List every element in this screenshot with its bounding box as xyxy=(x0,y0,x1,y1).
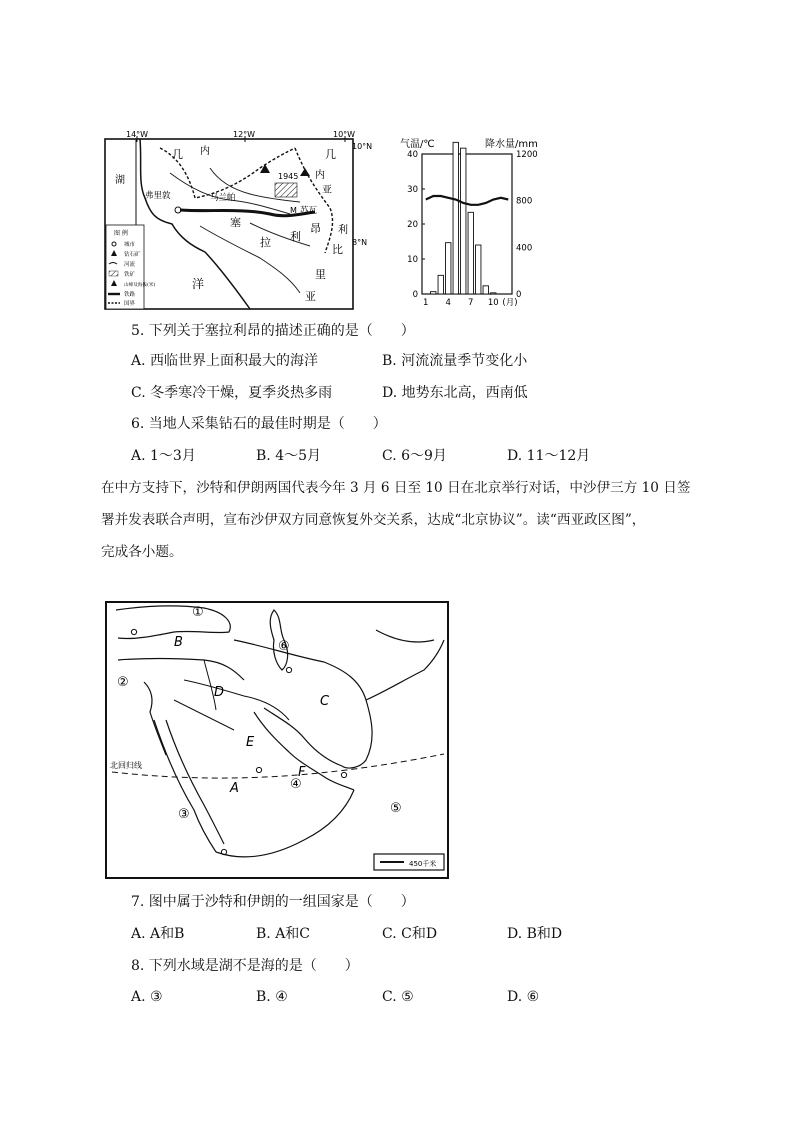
legend-title: 图 例 xyxy=(114,230,128,237)
y-right-tick-800: 800 xyxy=(516,196,533,207)
q7-option-d[interactable]: D. B和D xyxy=(507,926,563,942)
precip-bar-2 xyxy=(431,292,436,294)
q5-option-d[interactable]: D. 地势东北高，西南低 xyxy=(382,385,528,401)
y-left-tick-0: 0 xyxy=(412,290,418,300)
map1-label-suwa: 苏瓦 xyxy=(300,206,318,216)
q6-option-a[interactable]: A. 1～3月 xyxy=(131,448,196,464)
passage xyxy=(101,472,705,568)
lon-label-12w: 12°W xyxy=(233,130,256,139)
y-right-tick-0: 0 xyxy=(516,290,522,300)
q8-stem: 8. 下列水域是湖不是海的是（ ） xyxy=(131,958,359,974)
legend-item-border: 国界 xyxy=(124,301,136,307)
precip-bar-9 xyxy=(483,286,488,294)
map1-label-li: 利 xyxy=(290,230,301,243)
map1-label-nei1: 内 xyxy=(200,146,210,157)
map1-label-malanpa: 马兰帕 xyxy=(210,193,236,203)
q7-option-a[interactable]: A. A和B xyxy=(131,926,185,942)
lat-label-8n: 8°N xyxy=(352,238,368,247)
passage-line-1: 在中方支持下，沙特和伊朗两国代表今年 3 月 6 日至 10 日在北京举行对话，中沙伊三方 10 日签 xyxy=(101,480,691,496)
y-right-tick-1200: 1200 xyxy=(516,150,538,160)
scale-label: 450千米 xyxy=(409,860,437,868)
legend-item-diamond: 钻石矿 xyxy=(124,252,141,258)
q7-option-b[interactable]: B. A和C xyxy=(256,926,311,942)
y-right-tick-400: 400 xyxy=(516,243,533,254)
map1-label-bi: 比 xyxy=(332,243,343,256)
temperature-line xyxy=(426,196,509,205)
precip-bar-10 xyxy=(491,293,496,294)
map1-label-sai: 塞 xyxy=(230,216,241,229)
y-left-tick-40: 40 xyxy=(407,150,418,160)
map1-label-li3: 里 xyxy=(315,268,326,281)
map1-label-nei2: 内 xyxy=(315,170,325,181)
climate-chart xyxy=(390,134,555,314)
west-asia-map xyxy=(104,600,450,880)
x-tick-3: 10 xyxy=(487,298,499,308)
x-tick-1: 4 xyxy=(445,298,451,308)
iron-ore-area xyxy=(275,183,297,197)
q6-option-c[interactable]: C. 6～9月 xyxy=(382,448,447,464)
map1-label-li2: 利 xyxy=(338,225,348,236)
precip-bar-3 xyxy=(438,275,443,294)
q5-option-a[interactable]: A. 西临世界上面积最大的海洋 xyxy=(131,353,319,369)
q6-option-b[interactable]: B. 4～5月 xyxy=(256,448,322,464)
x-tick-2: 7 xyxy=(468,298,474,308)
q7-stem: 7. 图中属于沙特和伊朗的一组国家是（ ） xyxy=(131,894,415,910)
map2-label-1: ① xyxy=(192,605,204,620)
map1-label-freetown: 弗里敦 xyxy=(145,191,171,201)
passage-line-2: 署并发表联合声明，宣布沙伊双方同意恢复外交关系，达成“北京协议”。读“西亚政区图”， xyxy=(101,512,646,528)
lon-label-10w: 10°W xyxy=(333,130,356,139)
right-axis-title: 降水量/mm xyxy=(485,139,538,150)
q8-option-b[interactable]: B. ④ xyxy=(256,989,288,1005)
y-left-tick-30: 30 xyxy=(407,185,418,195)
map1-label-ji2: 几 xyxy=(325,148,336,161)
map2-label-e: E xyxy=(246,735,255,750)
precip-bar-7 xyxy=(468,212,473,294)
passage-line-3: 完成各小题。 xyxy=(101,544,183,560)
q8-option-a[interactable]: A. ③ xyxy=(131,989,163,1005)
map1-label-hu: 湖 xyxy=(115,175,125,186)
legend-item-railway: 铁路 xyxy=(124,292,136,298)
map1-label-peak: 1945 xyxy=(278,172,299,181)
map2-label-c: C xyxy=(320,694,330,709)
q5-option-b[interactable]: B. 河流流量季节变化小 xyxy=(382,353,528,369)
q8-option-d[interactable]: D. ⑥ xyxy=(507,989,540,1005)
map2-label-6: ⑥ xyxy=(278,639,290,654)
map1-label-ji1: 几 xyxy=(172,148,183,161)
map2-label-f: F xyxy=(298,765,306,780)
map2-label-b: B xyxy=(174,635,183,650)
precip-bar-6 xyxy=(461,148,466,294)
legend-item-city: 城市 xyxy=(124,242,136,248)
lat-label-10n: 10°N xyxy=(352,142,373,151)
legend-item-river: 河流 xyxy=(124,262,136,268)
y-left-tick-10: 10 xyxy=(407,255,418,265)
legend-item-iron: 铁矿 xyxy=(124,272,136,278)
map1-label-ya2: 亚 xyxy=(305,290,316,303)
map1-label-ang: 昂 xyxy=(310,222,321,235)
map1-label-yang: 洋 xyxy=(192,277,205,291)
precip-bar-5 xyxy=(453,142,458,294)
precip-bar-8 xyxy=(476,245,481,294)
x-tick-0: 1 xyxy=(423,298,429,308)
map2-label-3: ③ xyxy=(178,807,190,822)
map2-label-a: A xyxy=(230,781,239,796)
q6-stem: 6. 当地人采集钻石的最佳时期是（ ） xyxy=(131,416,387,432)
plot-frame xyxy=(422,154,512,294)
map2-label-5: ⑤ xyxy=(390,801,402,816)
x-tick-4: (月) xyxy=(502,298,518,308)
sierra-leone-map xyxy=(100,128,373,313)
tropic-label: 北回归线 xyxy=(110,761,142,770)
y-left-tick-20: 20 xyxy=(407,220,418,230)
left-axis-title: 气温/℃ xyxy=(400,139,435,150)
q6-option-d[interactable]: D. 11～12月 xyxy=(507,448,591,464)
legend-item-peak: 山峰及海拔(米) xyxy=(124,283,156,288)
precip-bar-4 xyxy=(446,243,451,294)
map2-label-d: D xyxy=(214,685,225,700)
map1-label-m: M xyxy=(290,206,297,215)
map2-label-2: ② xyxy=(117,675,129,690)
map1-label-la: 拉 xyxy=(260,236,271,249)
lon-label-14w: 14°W xyxy=(126,130,149,139)
map2-label-4: ④ xyxy=(290,777,302,792)
q5-option-c[interactable]: C. 冬季寒冷干燥，夏季炎热多雨 xyxy=(131,385,333,401)
map1-label-ya: 亚 xyxy=(322,185,332,196)
q7-option-c[interactable]: C. C和D xyxy=(382,926,438,942)
q5-stem: 5. 下列关于塞拉利昂的描述正确的是（ ） xyxy=(131,323,415,339)
q8-option-c[interactable]: C. ⑤ xyxy=(382,989,414,1005)
